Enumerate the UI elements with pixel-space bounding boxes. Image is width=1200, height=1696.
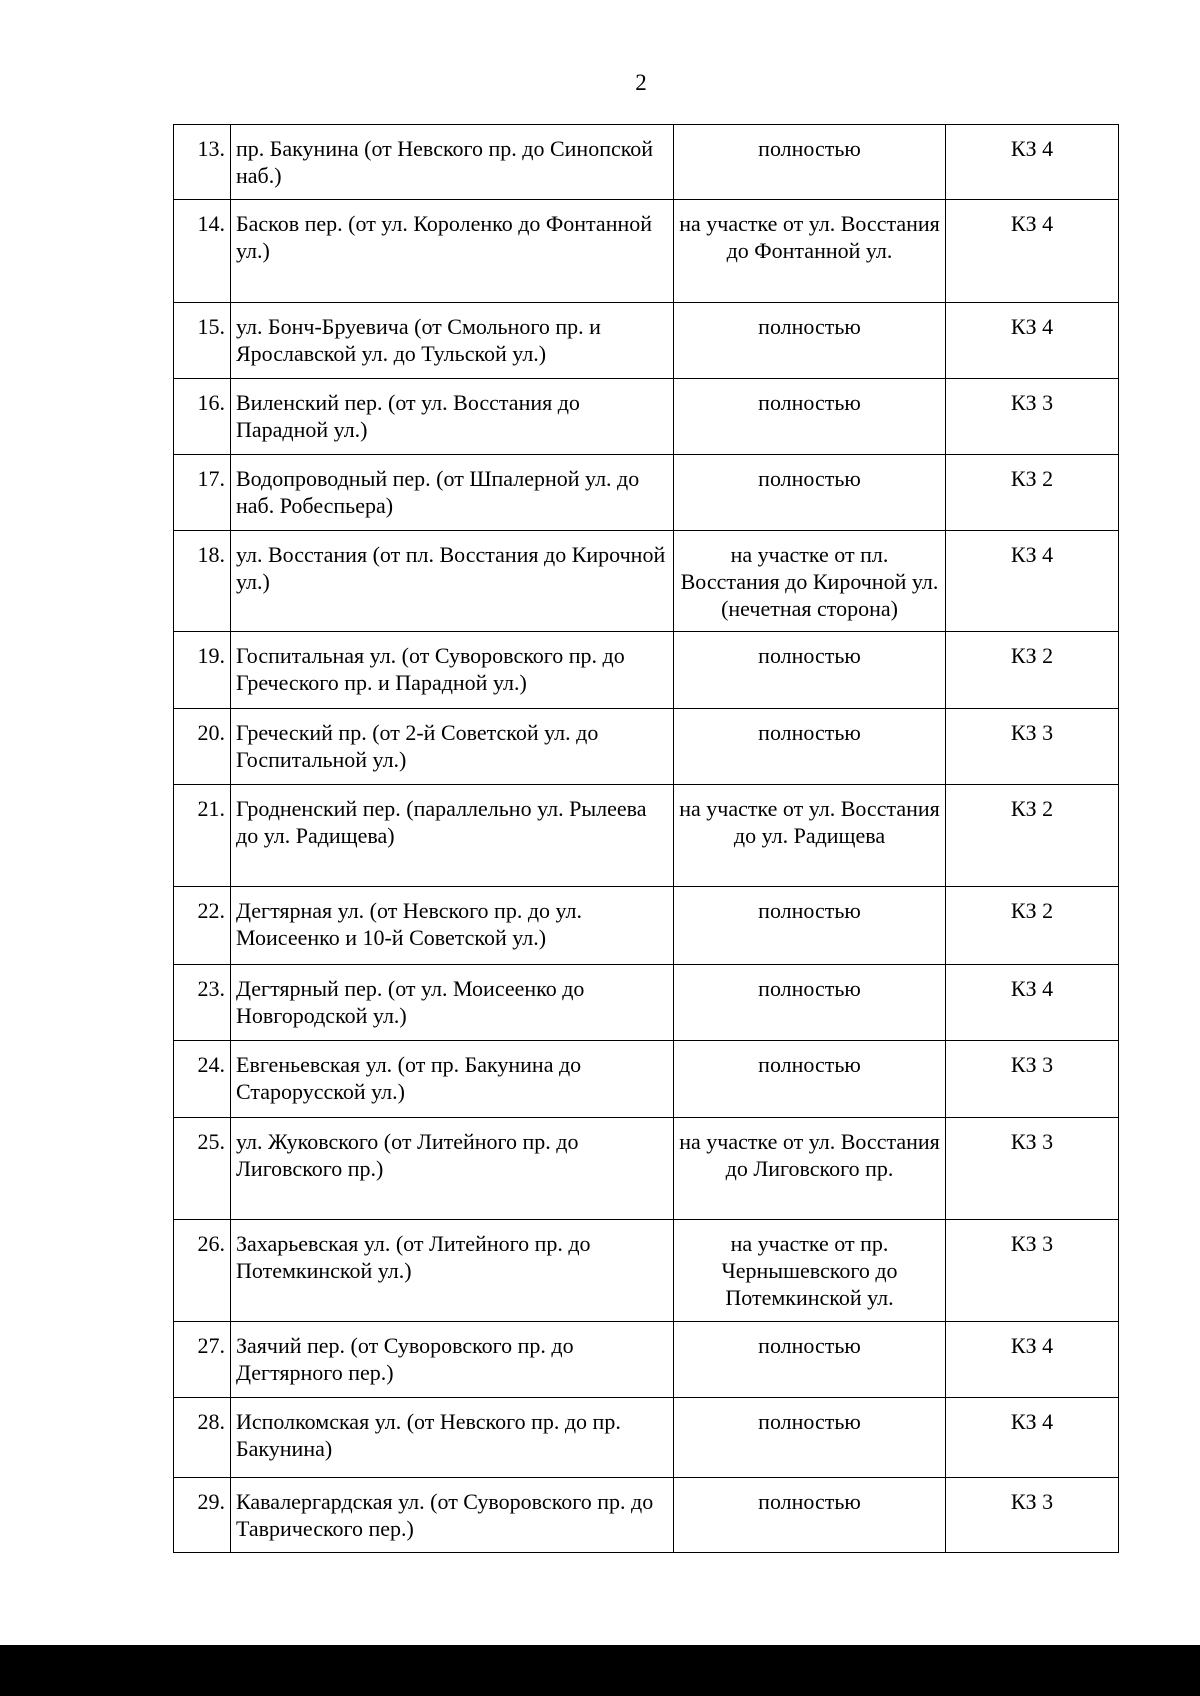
zone-code: КЗ 3 xyxy=(946,709,1119,785)
street-name: пр. Бакунина (от Невского пр. до Синопской наб.) xyxy=(231,125,674,200)
street-section: полностью xyxy=(674,1041,946,1118)
row-number: 27. xyxy=(174,1322,231,1398)
street-section: полностью xyxy=(674,1478,946,1553)
zone-code: КЗ 3 xyxy=(946,1220,1119,1322)
zone-code: КЗ 3 xyxy=(946,1041,1119,1118)
zone-code: КЗ 3 xyxy=(946,379,1119,455)
row-number: 15. xyxy=(174,303,231,379)
street-name: Кавалергардская ул. (от Суворовского пр. до Таврического пер.) xyxy=(231,1478,674,1553)
street-section: полностью xyxy=(674,1398,946,1478)
row-number: 26. xyxy=(174,1220,231,1322)
street-name: Гродненский пер. (параллельно ул. Рылеева до ул. Радищева) xyxy=(231,785,674,887)
page-number: 2 xyxy=(635,70,647,95)
table-row xyxy=(174,1118,1119,1220)
street-section: на участке от ул. Восстания до Лиговского пр. xyxy=(674,1118,946,1220)
street-section: на участке от ул. Восстания до Фонтанной ул. xyxy=(674,200,946,303)
street-name: Басков пер. (от ул. Короленко до Фонтанной ул.) xyxy=(231,200,674,303)
street-name: ул. Жуковского (от Литейного пр. до Лиговского пр.) xyxy=(231,1118,674,1220)
row-number: 18. xyxy=(174,531,231,632)
table-row xyxy=(174,1322,1119,1398)
row-number: 24. xyxy=(174,1041,231,1118)
street-name: Греческий пр. (от 2-й Советской ул. до Госпитальной ул.) xyxy=(231,709,674,785)
table-row xyxy=(174,632,1119,709)
street-name: ул. Восстания (от пл. Восстания до Кирочной ул.) xyxy=(231,531,674,632)
zone-code: КЗ 2 xyxy=(946,887,1119,965)
row-number: 25. xyxy=(174,1118,231,1220)
table-row xyxy=(174,1220,1119,1322)
row-number: 28. xyxy=(174,1398,231,1478)
table-row xyxy=(174,125,1119,200)
table-row xyxy=(174,1398,1119,1478)
street-section: полностью xyxy=(674,965,946,1041)
street-section: на участке от пр. Чернышевского до Потемкинской ул. xyxy=(674,1220,946,1322)
row-number: 13. xyxy=(174,125,231,200)
zone-code: КЗ 3 xyxy=(946,1118,1119,1220)
scan-border-bar xyxy=(0,1645,1200,1696)
street-name: Виленский пер. (от ул. Восстания до Парадной ул.) xyxy=(231,379,674,455)
row-number: 21. xyxy=(174,785,231,887)
street-name: Евгеньевская ул. (от пр. Бакунина до Старорусской ул.) xyxy=(231,1041,674,1118)
table-row xyxy=(174,455,1119,531)
row-number: 20. xyxy=(174,709,231,785)
zone-code: КЗ 2 xyxy=(946,785,1119,887)
street-name: Дегтярный пер. (от ул. Моисеенко до Новгородской ул.) xyxy=(231,965,674,1041)
zone-code: КЗ 3 xyxy=(946,1478,1119,1553)
street-name: Дегтярная ул. (от Невского пр. до ул. Моисеенко и 10-й Советской ул.) xyxy=(231,887,674,965)
table-row xyxy=(174,1041,1119,1118)
table-row xyxy=(174,785,1119,887)
table-row xyxy=(174,379,1119,455)
street-section: на участке от пл. Восстания до Кирочной ул. (нечетная сторона) xyxy=(674,531,946,632)
row-number: 22. xyxy=(174,887,231,965)
zone-code: КЗ 4 xyxy=(946,303,1119,379)
table-row xyxy=(174,887,1119,965)
table-row xyxy=(174,1478,1119,1553)
zone-code: КЗ 4 xyxy=(946,1322,1119,1398)
street-section: полностью xyxy=(674,379,946,455)
street-name: Заячий пер. (от Суворовского пр. до Дегтярного пер.) xyxy=(231,1322,674,1398)
row-number: 16. xyxy=(174,379,231,455)
table-row xyxy=(174,965,1119,1041)
street-section: полностью xyxy=(674,125,946,200)
street-section: полностью xyxy=(674,303,946,379)
zone-code: КЗ 2 xyxy=(946,632,1119,709)
street-name: ул. Бонч-Бруевича (от Смольного пр. и Ярославской ул. до Тульской ул.) xyxy=(231,303,674,379)
zone-code: КЗ 4 xyxy=(946,965,1119,1041)
street-name: Захарьевская ул. (от Литейного пр. до Потемкинской ул.) xyxy=(231,1220,674,1322)
zone-code: КЗ 4 xyxy=(946,1398,1119,1478)
street-section: на участке от ул. Восстания до ул. Радищева xyxy=(674,785,946,887)
table-row xyxy=(174,709,1119,785)
zone-code: КЗ 2 xyxy=(946,455,1119,531)
street-section: полностью xyxy=(674,709,946,785)
zone-code: КЗ 4 xyxy=(946,531,1119,632)
table-row xyxy=(174,303,1119,379)
street-section: полностью xyxy=(674,1322,946,1398)
zone-code: КЗ 4 xyxy=(946,125,1119,200)
street-section: полностью xyxy=(674,455,946,531)
street-name: Госпитальная ул. (от Суворовского пр. до Греческого пр. и Парадной ул.) xyxy=(231,632,674,709)
street-name: Водопроводный пер. (от Шпалерной ул. до наб. Робеспьера) xyxy=(231,455,674,531)
street-section: полностью xyxy=(674,632,946,709)
street-section: полностью xyxy=(674,887,946,965)
row-number: 14. xyxy=(174,200,231,303)
street-name: Исполкомская ул. (от Невского пр. до пр. Бакунина) xyxy=(231,1398,674,1478)
streets-table xyxy=(173,124,1119,1553)
table-row xyxy=(174,200,1119,303)
row-number: 29. xyxy=(174,1478,231,1553)
table-row xyxy=(174,531,1119,632)
row-number: 23. xyxy=(174,965,231,1041)
row-number: 17. xyxy=(174,455,231,531)
zone-code: КЗ 4 xyxy=(946,200,1119,303)
row-number: 19. xyxy=(174,632,231,709)
